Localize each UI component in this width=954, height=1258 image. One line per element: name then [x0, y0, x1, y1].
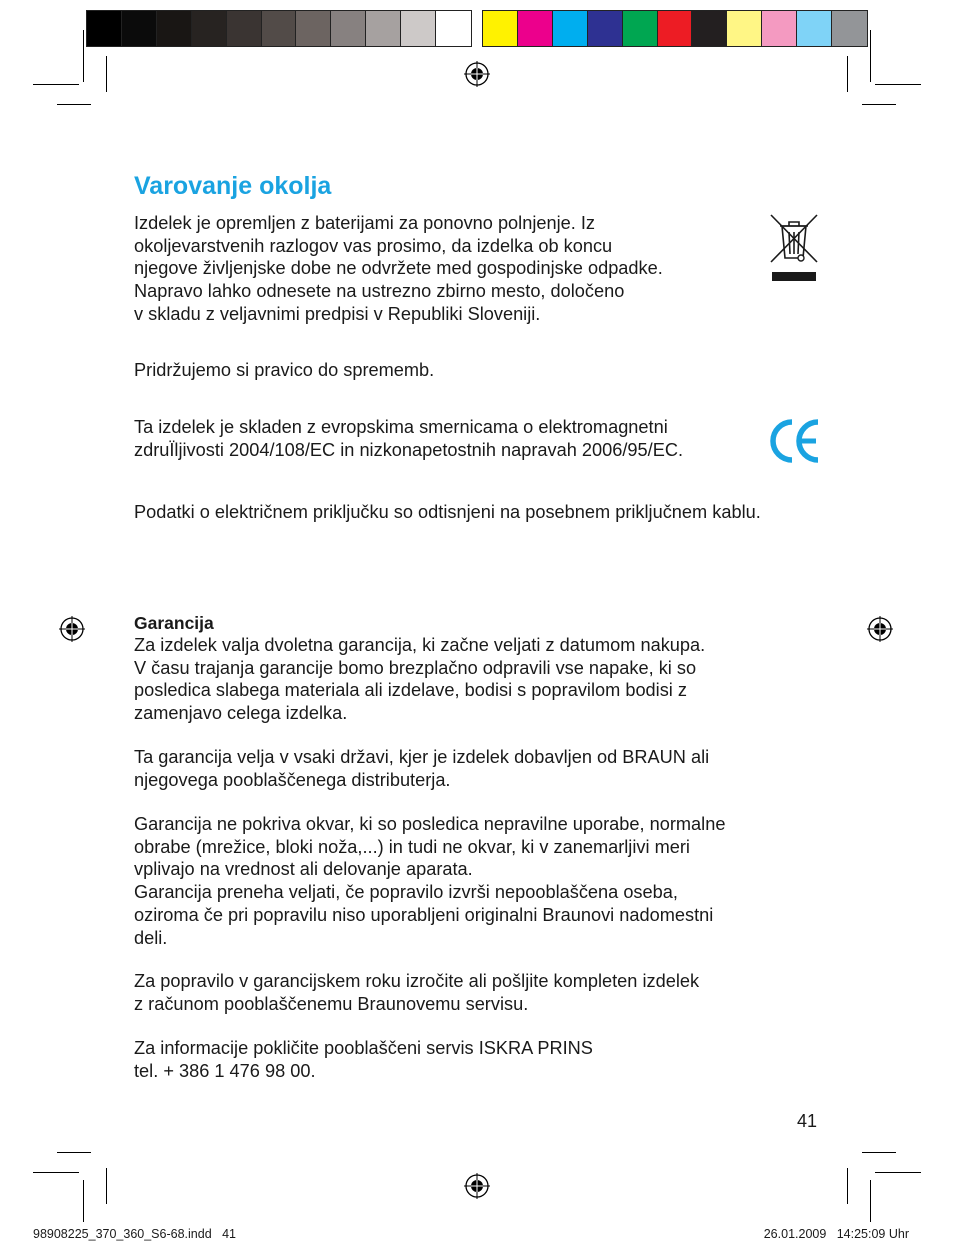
color-swatch — [227, 11, 262, 46]
color-swatch — [483, 11, 518, 46]
color-swatch — [331, 11, 366, 46]
warranty-paragraph: Za popravilo v garancijskem roku izročite ali pošljite kompleten izdelek z računom pooblaščenemu Braunovemu servisu. — [134, 971, 700, 1014]
registration-mark-icon — [464, 61, 490, 87]
electrical-connection-note: Podatki o električnem priključku so odtisnjeni na posebnem priključnem kablu. — [134, 502, 761, 522]
ce-mark-icon — [768, 418, 822, 464]
color-swatch — [727, 11, 762, 46]
slug-file-info: 98908225_370_360_S6-68.indd 41 — [33, 1227, 236, 1241]
color-swatch — [192, 11, 227, 46]
color-swatch — [553, 11, 588, 46]
color-swatch — [762, 11, 797, 46]
service-contact: Za informacije pokličite pooblaščeni servis ISKRA PRINS tel. + 386 1 476 98 00. — [134, 1038, 593, 1081]
color-swatch — [87, 11, 122, 46]
changes-notice: Pridržujemo si pravico do sprememb. — [134, 360, 435, 380]
gray-color-bar — [86, 10, 472, 47]
color-swatch — [296, 11, 331, 46]
color-swatch — [658, 11, 693, 46]
warranty-paragraph: Ta garancija velja v vsaki državi, kjer je izdelek dobavljen od BRAUN ali njegovega pooblaščenega distributerja. — [134, 747, 710, 790]
color-swatch — [262, 11, 297, 46]
warranty-paragraph: Garancija ne pokriva okvar, ki so posledica nepravilne uporabe, normalne obrabe (mrežice, bloki noža,...) in tudi ne okvar, ki v zanemarljivi meri vplivajo na vrednost ali delovanje aparata. Garancija preneha veljati, če popravilo izvrši nepooblaščena oseba, oziroma če pri popravilu niso uporabljeni originalni Braunovi nadomestni deli. — [134, 814, 726, 948]
color-swatch — [832, 11, 867, 46]
slug-timestamp: 26.01.2009 14:25:09 Uhr — [763, 1227, 909, 1241]
color-swatch — [692, 11, 727, 46]
page-title: Varovanje okolja — [134, 172, 332, 200]
page-number: 41 — [797, 1111, 818, 1131]
crossed-out-wheelie-bin-icon — [768, 212, 820, 284]
color-swatch — [122, 11, 157, 46]
environment-paragraph: Izdelek je opremljen z baterijami za ponovno polnjenje. Iz okoljevarstvenih razlogov vas prosimo, da izdelka ob koncu njegove življenjske dobe ne odvržete med gospodinjske odpadke. Napravo lahko odnesete na ustrezno zbirno mesto, določeno v skladu z veljavnimi predpisi v Republiki Sloveniji. — [134, 213, 663, 324]
color-swatch — [518, 11, 553, 46]
registration-mark-icon — [867, 616, 893, 642]
registration-mark-icon — [464, 1173, 490, 1199]
color-swatch — [436, 11, 471, 46]
registration-mark-icon — [59, 616, 85, 642]
warranty-paragraph: Za izdelek valja dvoletna garancija, ki začne veljati z datumom nakupa. V času trajanja garancije bomo brezplačno odpravili vse napake, ki so posledica slabega materiala ali izdelave, bodisi s popravilom bodisi z zamenjavo celega izdelka. — [134, 635, 706, 724]
color-swatch — [157, 11, 192, 46]
color-swatch — [797, 11, 832, 46]
color-swatch — [366, 11, 401, 46]
color-swatch — [623, 11, 658, 46]
color-swatch — [588, 11, 623, 46]
warranty-heading: Garancija — [134, 613, 214, 633]
process-color-bar — [482, 10, 868, 47]
color-swatch — [401, 11, 436, 46]
conformity-paragraph: Ta izdelek je skladen z evropskima smernicama o elektromagnetni zdruÏljivosti 2004/108/EC in nizkonapetostnih napravah 2006/95/EC. — [134, 417, 684, 460]
